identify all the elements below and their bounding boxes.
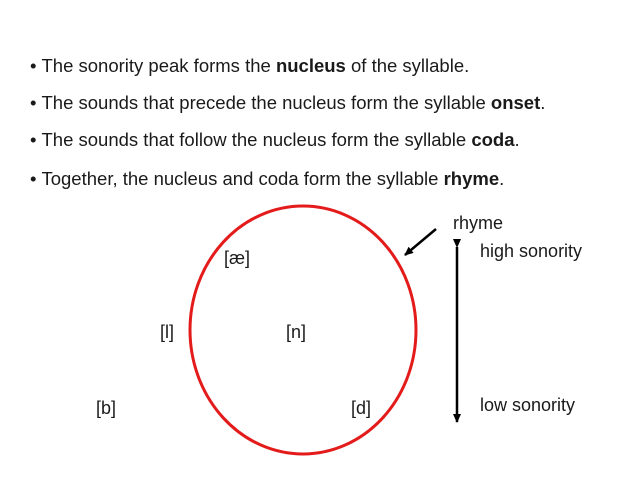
bullet-dot: • [30,92,37,113]
bullet-text-end: . [540,92,546,113]
bullet-term-rhyme: rhyme [443,168,500,189]
rhyme-pointer-arrow [405,229,436,255]
rhyme-label: rhyme [453,213,504,233]
bullet-text: The sonority peak forms the [41,55,276,76]
high-sonority-label: high sonority [480,241,583,261]
bullet-term-nucleus: nucleus [275,55,346,76]
segment-d: [d] [351,398,372,418]
bullet-text-end: . [499,168,505,189]
segment-n: [n] [286,322,307,342]
bullet-term-coda: coda [471,129,515,150]
bullet-term-onset: onset [490,92,541,113]
segment-b: [b] [96,398,117,418]
segment-ae: [æ] [224,248,251,268]
low-sonority-label: low sonority [480,395,576,415]
bullet-text: Together, the nucleus and coda form the syllable [41,168,444,189]
bullet-dot: • [30,129,37,150]
bullet-text: The sounds that precede the nucleus form the syllable [41,92,491,113]
bullet-dot: • [30,55,37,76]
bullet-dot: • [30,168,37,189]
bullet-text: The sounds that follow the nucleus form the syllable [41,129,472,150]
segment-l: [l] [160,322,175,342]
bullet-text-end: . [514,129,520,150]
bullet-text-end: of the syllable. [345,55,470,76]
